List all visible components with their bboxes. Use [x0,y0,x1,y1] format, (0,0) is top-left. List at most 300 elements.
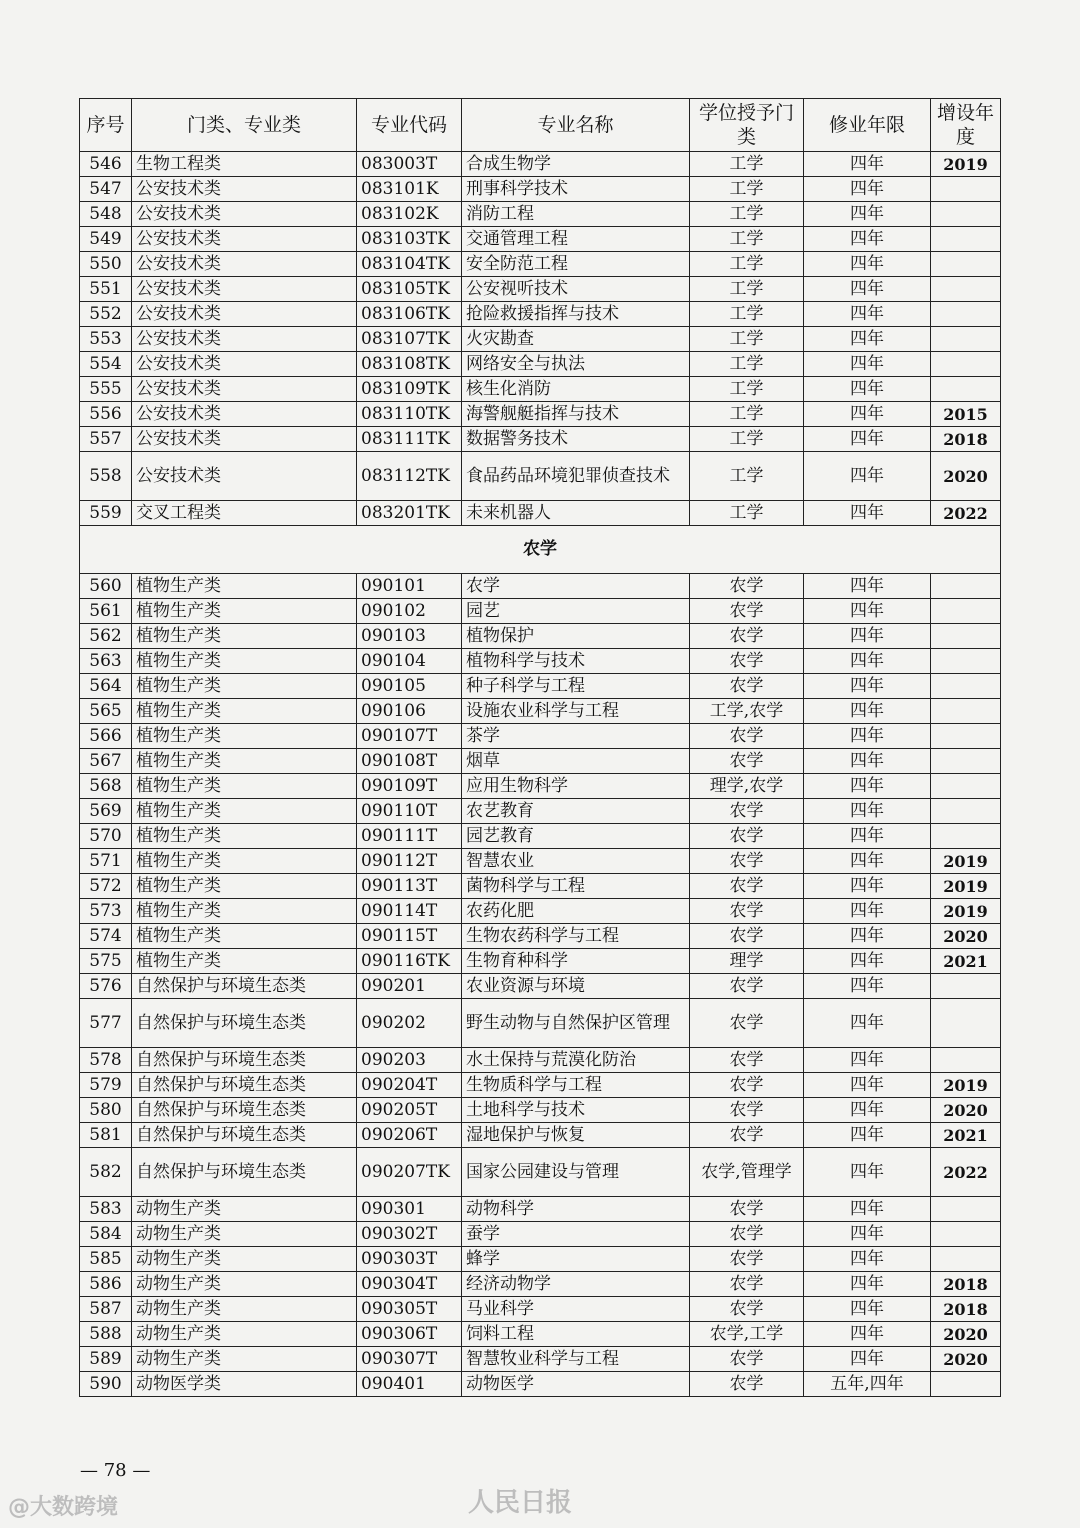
cell-years: 四年 [804,252,931,277]
cell-code: 083110TK [357,402,462,427]
cell-added [931,774,1001,799]
cell-name: 经济动物学 [462,1272,690,1297]
cell-added: 2022 [931,501,1001,526]
table-row [80,1272,1001,1297]
table-section [80,526,1001,574]
cell-name: 园艺 [462,599,690,624]
cell-category: 公安技术类 [132,202,357,227]
cell-added: 2021 [931,949,1001,974]
watermark-left: @大数跨境 [8,1495,119,1520]
cell-degree: 工学 [690,202,804,227]
table-row [80,574,1001,599]
cell-years: 四年 [804,1197,931,1222]
cell-code: 083109TK [357,377,462,402]
cell-category: 植物生产类 [132,749,357,774]
table-row [80,999,1001,1048]
cell-years: 四年 [804,202,931,227]
cell-category: 植物生产类 [132,574,357,599]
cell-degree: 工学 [690,227,804,252]
cell-degree: 农学 [690,724,804,749]
cell-added: 2019 [931,1073,1001,1098]
cell-code: 083003T [357,152,462,177]
cell-name: 合成生物学 [462,152,690,177]
cell-name: 饲料工程 [462,1322,690,1347]
cell-no: 590 [80,1372,132,1397]
cell-degree: 工学 [690,302,804,327]
table-row [80,1048,1001,1073]
cell-no: 562 [80,624,132,649]
cell-degree: 农学 [690,749,804,774]
cell-no: 553 [80,327,132,352]
cell-code: 083201TK [357,501,462,526]
cell-name: 植物科学与技术 [462,649,690,674]
cell-years: 四年 [804,1347,931,1372]
cell-years: 四年 [804,824,931,849]
header-years: 修业年限 [804,99,931,152]
cell-years: 四年 [804,724,931,749]
cell-code: 090115T [357,924,462,949]
cell-added: 2019 [931,152,1001,177]
majors-table [79,98,1001,1397]
cell-category: 公安技术类 [132,427,357,452]
cell-category: 自然保护与环境生态类 [132,1073,357,1098]
cell-no: 586 [80,1272,132,1297]
cell-no: 573 [80,899,132,924]
table-row [80,152,1001,177]
cell-code: 090206T [357,1123,462,1148]
cell-added: 2020 [931,1098,1001,1123]
cell-degree: 工学 [690,352,804,377]
cell-years: 四年 [804,799,931,824]
cell-name: 生物育种科学 [462,949,690,974]
cell-code: 090105 [357,674,462,699]
cell-no: 572 [80,874,132,899]
cell-years: 四年 [804,949,931,974]
cell-category: 公安技术类 [132,377,357,402]
table-row [80,1148,1001,1197]
cell-code: 090205T [357,1098,462,1123]
cell-years: 四年 [804,899,931,924]
cell-name: 数据警务技术 [462,427,690,452]
table-row [80,227,1001,252]
table-row [80,501,1001,526]
cell-code: 090103 [357,624,462,649]
cell-code: 090107T [357,724,462,749]
cell-degree: 农学 [690,1197,804,1222]
table-row [80,599,1001,624]
cell-added [931,177,1001,202]
cell-category: 植物生产类 [132,849,357,874]
header-no: 序号 [80,99,132,152]
cell-category: 自然保护与环境生态类 [132,1098,357,1123]
cell-added [931,999,1001,1048]
cell-name: 菌物科学与工程 [462,874,690,899]
cell-degree: 农学 [690,599,804,624]
cell-degree: 农学 [690,924,804,949]
cell-name: 生物质科学与工程 [462,1073,690,1098]
cell-name: 消防工程 [462,202,690,227]
table-row [80,1247,1001,1272]
cell-name: 动物科学 [462,1197,690,1222]
table-row [80,377,1001,402]
table-row [80,202,1001,227]
cell-category: 公安技术类 [132,252,357,277]
cell-name: 农学 [462,574,690,599]
cell-no: 555 [80,377,132,402]
cell-years: 四年 [804,1098,931,1123]
table-row [80,949,1001,974]
cell-name: 核生化消防 [462,377,690,402]
cell-name: 农业资源与环境 [462,974,690,999]
cell-degree: 农学 [690,1222,804,1247]
cell-code: 090102 [357,599,462,624]
table-row [80,352,1001,377]
cell-degree: 工学 [690,402,804,427]
cell-code: 083107TK [357,327,462,352]
table-row [80,1222,1001,1247]
cell-category: 动物生产类 [132,1297,357,1322]
cell-years: 四年 [804,1247,931,1272]
table-row [80,1297,1001,1322]
cell-name: 安全防范工程 [462,252,690,277]
cell-degree: 理学 [690,949,804,974]
cell-added: 2018 [931,1297,1001,1322]
cell-category: 生物工程类 [132,152,357,177]
cell-category: 自然保护与环境生态类 [132,1148,357,1197]
cell-category: 植物生产类 [132,699,357,724]
cell-added [931,824,1001,849]
cell-code: 090202 [357,999,462,1048]
cell-category: 公安技术类 [132,402,357,427]
cell-name: 蜂学 [462,1247,690,1272]
table-header-row [80,99,1001,152]
cell-degree: 农学 [690,849,804,874]
cell-name: 生物农药科学与工程 [462,924,690,949]
cell-years: 四年 [804,1222,931,1247]
cell-name: 农药化肥 [462,899,690,924]
cell-category: 自然保护与环境生态类 [132,999,357,1048]
cell-name: 马业科学 [462,1297,690,1322]
cell-category: 动物生产类 [132,1347,357,1372]
cell-no: 579 [80,1073,132,1098]
cell-code: 090101 [357,574,462,599]
cell-name: 蚕学 [462,1222,690,1247]
page-number: — 78 — [80,1460,151,1481]
cell-degree: 农学 [690,649,804,674]
cell-category: 自然保护与环境生态类 [132,974,357,999]
table-row [80,649,1001,674]
cell-category: 动物生产类 [132,1272,357,1297]
cell-no: 584 [80,1222,132,1247]
cell-added [931,1048,1001,1073]
cell-years: 四年 [804,999,931,1048]
cell-no: 550 [80,252,132,277]
cell-category: 植物生产类 [132,724,357,749]
cell-no: 551 [80,277,132,302]
cell-degree: 农学 [690,1372,804,1397]
cell-degree: 农学 [690,1048,804,1073]
cell-no: 559 [80,501,132,526]
cell-no: 576 [80,974,132,999]
table-row [80,452,1001,501]
table-row [80,824,1001,849]
cell-category: 植物生产类 [132,649,357,674]
cell-name: 刑事科学技术 [462,177,690,202]
cell-no: 581 [80,1123,132,1148]
cell-no: 547 [80,177,132,202]
cell-degree: 农学 [690,1073,804,1098]
cell-code: 083106TK [357,302,462,327]
cell-name: 应用生物科学 [462,774,690,799]
cell-code: 083112TK [357,452,462,501]
header-degree: 学位授予门类 [690,99,804,152]
cell-name: 智慧牧业科学与工程 [462,1347,690,1372]
cell-degree: 农学,工学 [690,1322,804,1347]
cell-no: 560 [80,574,132,599]
cell-degree: 农学 [690,1297,804,1322]
cell-years: 四年 [804,849,931,874]
table-row [80,974,1001,999]
cell-code: 083102K [357,202,462,227]
cell-no: 564 [80,674,132,699]
cell-name: 交通管理工程 [462,227,690,252]
cell-no: 546 [80,152,132,177]
cell-no: 567 [80,749,132,774]
cell-no: 570 [80,824,132,849]
cell-no: 565 [80,699,132,724]
table-row [80,674,1001,699]
table-body-engineering [80,152,1001,526]
cell-name: 烟草 [462,749,690,774]
cell-category: 植物生产类 [132,924,357,949]
table-row [80,252,1001,277]
cell-name: 茶学 [462,724,690,749]
cell-degree: 工学 [690,501,804,526]
cell-code: 090108T [357,749,462,774]
cell-category: 动物生产类 [132,1247,357,1272]
cell-code: 090207TK [357,1148,462,1197]
table-row [80,624,1001,649]
cell-years: 四年 [804,302,931,327]
cell-degree: 工学 [690,327,804,352]
cell-no: 583 [80,1197,132,1222]
cell-degree: 农学 [690,824,804,849]
cell-category: 公安技术类 [132,227,357,252]
table-row [80,1073,1001,1098]
cell-added [931,327,1001,352]
cell-added [931,1197,1001,1222]
cell-added [931,649,1001,674]
cell-degree: 工学 [690,152,804,177]
cell-years: 四年 [804,1322,931,1347]
cell-degree: 工学 [690,177,804,202]
table-row [80,427,1001,452]
cell-years: 四年 [804,452,931,501]
cell-added [931,252,1001,277]
cell-years: 四年 [804,699,931,724]
table-body-agriculture [80,574,1001,1397]
cell-name: 公安视听技术 [462,277,690,302]
cell-no: 558 [80,452,132,501]
cell-category: 自然保护与环境生态类 [132,1048,357,1073]
cell-years: 四年 [804,227,931,252]
cell-code: 090114T [357,899,462,924]
cell-added: 2019 [931,899,1001,924]
cell-category: 植物生产类 [132,624,357,649]
cell-degree: 农学 [690,799,804,824]
cell-no: 578 [80,1048,132,1073]
cell-years: 四年 [804,327,931,352]
table-row [80,302,1001,327]
cell-code: 090106 [357,699,462,724]
cell-years: 四年 [804,1073,931,1098]
cell-degree: 农学 [690,674,804,699]
table-row [80,849,1001,874]
cell-code: 083103TK [357,227,462,252]
cell-years: 四年 [804,924,931,949]
cell-years: 四年 [804,674,931,699]
cell-name: 火灾勘查 [462,327,690,352]
cell-no: 561 [80,599,132,624]
cell-years: 四年 [804,1148,931,1197]
cell-degree: 工学,农学 [690,699,804,724]
cell-no: 582 [80,1148,132,1197]
header-code: 专业代码 [357,99,462,152]
cell-degree: 农学 [690,899,804,924]
cell-added [931,302,1001,327]
cell-years: 四年 [804,624,931,649]
cell-no: 587 [80,1297,132,1322]
cell-added [931,799,1001,824]
cell-degree: 理学,农学 [690,774,804,799]
cell-no: 588 [80,1322,132,1347]
table-row [80,924,1001,949]
cell-category: 公安技术类 [132,452,357,501]
cell-code: 090204T [357,1073,462,1098]
cell-years: 四年 [804,177,931,202]
cell-degree: 农学 [690,1272,804,1297]
cell-degree: 工学 [690,377,804,402]
cell-name: 设施农业科学与工程 [462,699,690,724]
cell-added [931,724,1001,749]
cell-code: 090401 [357,1372,462,1397]
cell-no: 571 [80,849,132,874]
cell-years: 四年 [804,402,931,427]
table-row [80,1197,1001,1222]
cell-code: 090203 [357,1048,462,1073]
cell-category: 自然保护与环境生态类 [132,1123,357,1148]
cell-category: 公安技术类 [132,327,357,352]
table-row [80,277,1001,302]
table-row [80,799,1001,824]
cell-name: 海警舰艇指挥与技术 [462,402,690,427]
table-row [80,1347,1001,1372]
cell-added: 2018 [931,427,1001,452]
cell-no: 585 [80,1247,132,1272]
cell-category: 植物生产类 [132,599,357,624]
cell-added [931,699,1001,724]
cell-name: 国家公园建设与管理 [462,1148,690,1197]
cell-no: 569 [80,799,132,824]
cell-added: 2019 [931,849,1001,874]
table-row [80,774,1001,799]
cell-category: 植物生产类 [132,799,357,824]
cell-code: 083105TK [357,277,462,302]
cell-added [931,1372,1001,1397]
cell-years: 四年 [804,874,931,899]
cell-code: 090110T [357,799,462,824]
cell-added [931,377,1001,402]
cell-no: 568 [80,774,132,799]
section-title: 农学 [80,526,1001,574]
cell-added: 2018 [931,1272,1001,1297]
cell-years: 四年 [804,277,931,302]
cell-added [931,674,1001,699]
cell-name: 农艺教育 [462,799,690,824]
cell-degree: 农学 [690,1098,804,1123]
cell-no: 563 [80,649,132,674]
cell-years: 四年 [804,1297,931,1322]
table-row [80,1372,1001,1397]
cell-category: 交叉工程类 [132,501,357,526]
cell-added [931,1222,1001,1247]
cell-code: 083108TK [357,352,462,377]
cell-no: 589 [80,1347,132,1372]
cell-code: 090112T [357,849,462,874]
cell-years: 四年 [804,501,931,526]
cell-years: 四年 [804,1123,931,1148]
cell-degree: 农学 [690,874,804,899]
cell-years: 四年 [804,774,931,799]
table-row [80,1322,1001,1347]
cell-code: 083101K [357,177,462,202]
table-row [80,177,1001,202]
cell-code: 090304T [357,1272,462,1297]
cell-name: 网络安全与执法 [462,352,690,377]
cell-added [931,277,1001,302]
cell-category: 植物生产类 [132,674,357,699]
cell-added [931,749,1001,774]
table-row [80,724,1001,749]
cell-years: 四年 [804,649,931,674]
cell-category: 植物生产类 [132,899,357,924]
cell-category: 动物医学类 [132,1372,357,1397]
cell-no: 548 [80,202,132,227]
cell-code: 090116TK [357,949,462,974]
cell-category: 动物生产类 [132,1322,357,1347]
cell-degree: 农学 [690,974,804,999]
header-added: 增设年度 [931,99,1001,152]
cell-degree: 农学,管理学 [690,1148,804,1197]
cell-code: 090104 [357,649,462,674]
table-row [80,749,1001,774]
cell-category: 植物生产类 [132,774,357,799]
cell-degree: 农学 [690,1347,804,1372]
cell-code: 090302T [357,1222,462,1247]
table-row [80,1098,1001,1123]
cell-code: 090111T [357,824,462,849]
cell-no: 552 [80,302,132,327]
cell-added: 2021 [931,1123,1001,1148]
table-row [80,402,1001,427]
cell-no: 549 [80,227,132,252]
cell-name: 园艺教育 [462,824,690,849]
cell-category: 植物生产类 [132,874,357,899]
table-row [80,1123,1001,1148]
cell-name: 野生动物与自然保护区管理 [462,999,690,1048]
cell-name: 水土保持与荒漠化防治 [462,1048,690,1073]
cell-no: 574 [80,924,132,949]
